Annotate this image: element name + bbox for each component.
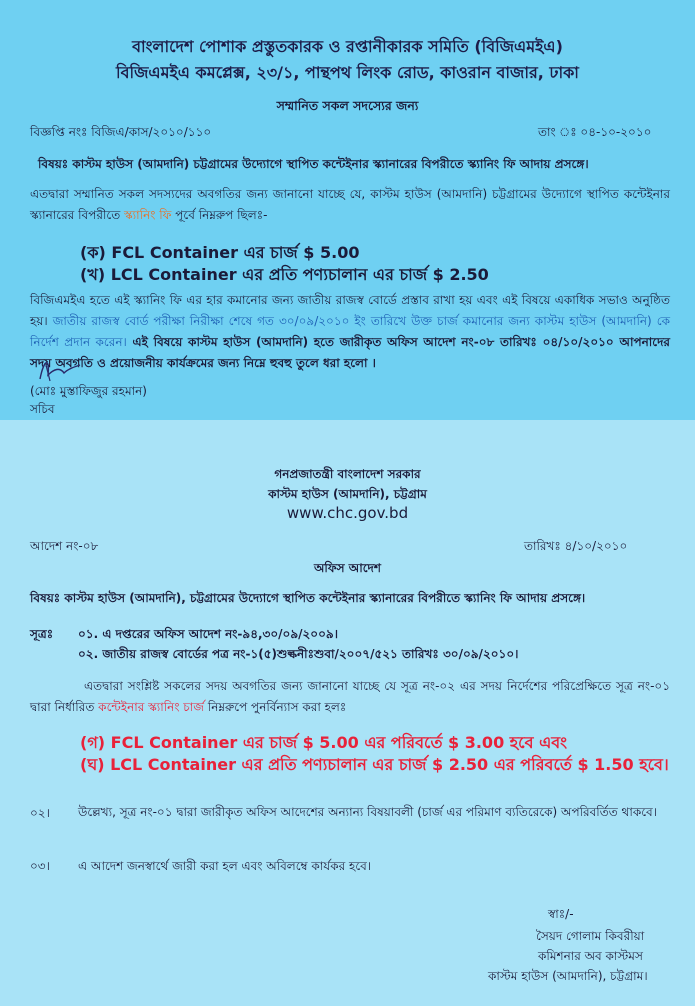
- signer-name: (মোঃ মুস্তাফিজুর রহমান): [30, 384, 147, 398]
- item-02-number: ০২।: [30, 806, 50, 820]
- gov-name: গনপ্রজাতন্ত্রী বাংলাদেশ সরকার: [274, 467, 421, 481]
- order-para: [30, 676, 670, 718]
- org-address: বিজিএমইএ কমপ্লেক্স, ২৩/১, পান্থপথ লিংক রোড, কাওরান বাজার, ঢাকা: [116, 63, 579, 82]
- notice-intro-text: এতদ্বারা সম্মানিত সকল সদস্যদের অবগতির জন্য জানানো যাচ্ছে যে, কাস্টম হাউস (আমদানি) চট্টগ্রামের উদ্যোগে স্থাপিত কন্টেইনার স্ক্যানারের বিপরীতে: [30, 187, 670, 222]
- order-heading: অফিস আদেশ: [314, 561, 381, 575]
- office-website: www.chc.gov.bd: [286, 504, 409, 522]
- order-para-text: এতদ্বারা সংশ্লিষ্ট সকলের সদয় অবগতির জন্য জানানো যাচ্ছে যে সূত্র নং-০২ এর সদয় নির্দেশের পরিপ্রেক্ষিতে সূত্র নং-০১ দ্বারা নির্ধারিত: [30, 679, 670, 714]
- notice-subject: বিষয়ঃ কাস্টম হাউস (আমদানি) চট্টগ্রামের উদ্যোগে স্থাপিত কন্টেইনার স্ক্যানারের বিপরীতে স্ক্যানিং ফি আদায় প্রসঙ্গে।: [38, 157, 589, 171]
- bgmea-notice-section: [0, 0, 695, 420]
- order-date: তারিখঃ ৪/১০/২০১০: [524, 539, 628, 553]
- notice-audience: সম্মানিত সকল সদস্যের জন্য: [276, 98, 419, 113]
- order-subject: বিষয়ঃ কাস্টম হাউস (আমদানি), চট্টগ্রামের উদ্যোগে স্থাপিত কন্টেইনার স্ক্যানারের বিপরীতে স্ক্যানিং ফি আদায় প্রসঙ্গে।: [30, 591, 586, 605]
- notice-ref-no: বিজ্ঞপ্তি নংঃ বিজিএ/কাস/২০১০/১১০: [30, 125, 212, 139]
- order-sig-office: কাস্টম হাউস (আমদানি), চট্টগ্রাম।: [488, 969, 648, 983]
- order-para-tail: নিম্নরুপে পুনর্বিন্যাস করা হলঃ: [204, 700, 347, 714]
- notice-body-tail: এই বিষয়ে কাস্টম হাউস (আমদানি) হতে জারীকৃত অফিস আদেশ নং-০৮ তারিখঃ ০৪/১০/২০১০ আপনাদের সদয় অবগতি ও প্রয়োজনীয় কার্যক্রমের জন্য নিম্নে হুবহু তুলে ধরা হলো ।: [30, 335, 670, 370]
- fee-lcl-old: (খ) LCL Container এর প্রতি পণ্যচালান এর চার্জ $ 2.50: [80, 265, 489, 284]
- notice-date: তাং ঃ ০৪-১০-২০১০: [538, 125, 652, 139]
- org-name: বাংলাদেশ পোশাক প্রস্তুতকারক ও রপ্তানীকারক সমিতি (বিজিএমইএ): [132, 37, 563, 56]
- customs-order-section: [0, 420, 695, 1006]
- order-number: আদেশ নং-০৮: [30, 539, 99, 553]
- fee-lcl-new: (ঘ) LCL Container এর প্রতি পণ্যচালান এর চার্জ $ 2.50 এর পরিবর্তে $ 1.50 হবে।: [80, 755, 669, 774]
- notice-intro-tail: পূর্বে নিম্নরুপ ছিলঃ-: [171, 208, 268, 222]
- item-03-number: ০৩।: [30, 859, 50, 873]
- ref-label: সূত্রঃ: [30, 627, 54, 641]
- item-02-text: উল্লেখ্য, সূত্র নং-০১ দ্বারা জারীকৃত অফিস আদেশের অন্যান্য বিষয়াবলী (চার্জ এর পরিমাণ ব্যতিরেকে) অপরিবর্তিত থাকবে।: [78, 805, 658, 819]
- fee-fcl-new: (গ) FCL Container এর চার্জ $ 5.00 এর পরিবর্তে $ 3.00 হবে এবং: [80, 733, 568, 752]
- item-03-text: এ আদেশ জনস্বার্থে জারী করা হল এবং অবিলম্বে কার্যকর হবে।: [78, 859, 372, 873]
- notice-body: [30, 290, 670, 374]
- notice-body-highlight: জাতীয় রাজস্ব বোর্ড পরীক্ষা নিরীক্ষা শেষে গত ৩০/০৯/২০১০ ইং তারিখে উক্ত চার্জ কমানোর জন্য কাস্টম হাউস (আমদানি) কে নির্দেশ প্রদান করেন।: [30, 314, 670, 349]
- order-para-highlight: কন্টেইনার স্ক্যানিং চার্জ: [98, 700, 205, 714]
- order-sig-label: স্বাঃ/-: [548, 907, 574, 921]
- ref-item-1: ০১. এ দপ্তরের অফিস আদেশ নং-৯৪,৩০/০৯/২০০৯।: [78, 627, 338, 641]
- order-sig-name: সৈয়দ গোলাম কিবরীয়া: [536, 929, 645, 943]
- fee-fcl-old: (ক) FCL Container এর চার্জ $ 5.00: [80, 243, 360, 262]
- notice-intro-highlight: স্ক্যানিং ফি: [124, 208, 172, 222]
- office-name: কাস্টম হাউস (আমদানি), চট্টগ্রাম: [268, 487, 427, 501]
- ref-item-2: ০২. জাতীয় রাজস্ব বোর্ডের পত্র নং-১(৫)শুল্কনীঃশুবা/২০০৭/৫২১ তারিখঃ ৩০/০৯/২০১০।: [78, 647, 519, 661]
- signature-mark: [36, 355, 86, 385]
- notice-body-text: বিজিএমইএ হতে এই স্ক্যানিং ফি এর হার কমানোর জন্য জাতীয় রাজস্ব বোর্ডে প্রস্তাব রাখা হয় এবং এই বিষয়ে একাধিক সভাও অনুষ্ঠিত হয়।: [30, 293, 670, 328]
- order-sig-title: কমিশনার অব কাস্টমস: [538, 949, 643, 963]
- notice-intro: [30, 184, 670, 226]
- signer-title: সচিব: [30, 402, 55, 416]
